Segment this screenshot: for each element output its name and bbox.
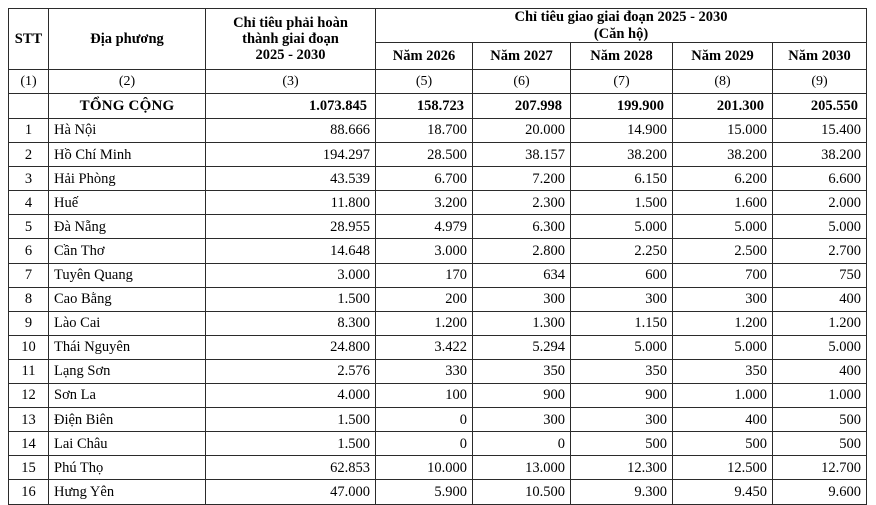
row-stt: 10 bbox=[9, 335, 49, 359]
table-body bbox=[9, 70, 867, 119]
row-year-2029: 500 bbox=[673, 432, 773, 456]
table-row bbox=[9, 215, 867, 239]
row-year-2027: 900 bbox=[473, 384, 571, 408]
row-locality: Cần Thơ bbox=[49, 239, 206, 263]
header-required-target-line1: Chỉ tiêu phải hoàn bbox=[233, 14, 348, 31]
table-row bbox=[9, 408, 867, 432]
row-stt: 3 bbox=[9, 167, 49, 191]
column-number-6: (6) bbox=[473, 70, 571, 94]
row-year-2028: 38.200 bbox=[571, 143, 673, 167]
row-required: 1.500 bbox=[206, 287, 376, 311]
row-locality: Lai Châu bbox=[49, 432, 206, 456]
row-year-2026: 100 bbox=[376, 384, 473, 408]
row-year-2028: 9.300 bbox=[571, 480, 673, 504]
row-year-2029: 5.000 bbox=[673, 335, 773, 359]
total-row-label: TỔNG CỘNG bbox=[49, 94, 206, 119]
row-year-2026: 200 bbox=[376, 287, 473, 311]
total-row-year-2026: 158.723 bbox=[376, 94, 473, 119]
table-row bbox=[9, 191, 867, 215]
row-year-2030: 6.600 bbox=[773, 167, 867, 191]
table-row bbox=[9, 359, 867, 383]
row-year-2026: 10.000 bbox=[376, 456, 473, 480]
header-required-target-line3: 2025 - 2030 bbox=[255, 47, 326, 64]
total-row-year-2030: 205.550 bbox=[773, 94, 867, 119]
header-stt: STT bbox=[9, 9, 49, 70]
row-stt: 11 bbox=[9, 359, 49, 383]
row-year-2026: 170 bbox=[376, 263, 473, 287]
row-year-2029: 400 bbox=[673, 408, 773, 432]
header-required-target-line2: thành giai đoạn bbox=[242, 30, 339, 47]
row-year-2030: 9.600 bbox=[773, 480, 867, 504]
row-required: 24.800 bbox=[206, 335, 376, 359]
header-assigned-target-line1: Chỉ tiêu giao giai đoạn 2025 - 2030 bbox=[514, 9, 728, 26]
total-row-required: 1.073.845 bbox=[206, 94, 376, 119]
row-year-2028: 500 bbox=[571, 432, 673, 456]
row-year-2026: 28.500 bbox=[376, 143, 473, 167]
row-year-2027: 300 bbox=[473, 408, 571, 432]
row-locality: Sơn La bbox=[49, 384, 206, 408]
row-year-2028: 14.900 bbox=[571, 119, 673, 143]
column-number-row bbox=[9, 70, 867, 94]
table-row bbox=[9, 119, 867, 143]
row-year-2026: 5.900 bbox=[376, 480, 473, 504]
row-locality: Hưng Yên bbox=[49, 480, 206, 504]
row-stt: 1 bbox=[9, 119, 49, 143]
row-year-2028: 300 bbox=[571, 408, 673, 432]
row-locality: Lạng Sơn bbox=[49, 359, 206, 383]
total-row bbox=[9, 94, 867, 119]
row-year-2027: 13.000 bbox=[473, 456, 571, 480]
row-stt: 6 bbox=[9, 239, 49, 263]
row-locality: Hải Phòng bbox=[49, 167, 206, 191]
row-year-2028: 5.000 bbox=[571, 335, 673, 359]
row-year-2027: 2.800 bbox=[473, 239, 571, 263]
row-required: 88.666 bbox=[206, 119, 376, 143]
row-locality: Hồ Chí Minh bbox=[49, 143, 206, 167]
row-year-2026: 18.700 bbox=[376, 119, 473, 143]
row-year-2029: 1.600 bbox=[673, 191, 773, 215]
row-year-2027: 20.000 bbox=[473, 119, 571, 143]
row-required: 43.539 bbox=[206, 167, 376, 191]
row-year-2030: 15.400 bbox=[773, 119, 867, 143]
row-year-2028: 12.300 bbox=[571, 456, 673, 480]
row-year-2026: 330 bbox=[376, 359, 473, 383]
row-year-2029: 1.000 bbox=[673, 384, 773, 408]
row-locality: Huế bbox=[49, 191, 206, 215]
row-year-2029: 15.000 bbox=[673, 119, 773, 143]
row-required: 11.800 bbox=[206, 191, 376, 215]
row-year-2027: 10.500 bbox=[473, 480, 571, 504]
row-year-2026: 6.700 bbox=[376, 167, 473, 191]
row-year-2029: 6.200 bbox=[673, 167, 773, 191]
row-stt: 12 bbox=[9, 384, 49, 408]
table-container bbox=[8, 8, 866, 500]
row-year-2029: 38.200 bbox=[673, 143, 773, 167]
row-year-2029: 700 bbox=[673, 263, 773, 287]
row-required: 14.648 bbox=[206, 239, 376, 263]
header-assigned-target-line2: (Căn hộ) bbox=[593, 25, 649, 42]
row-year-2029: 2.500 bbox=[673, 239, 773, 263]
table-header bbox=[9, 9, 867, 70]
row-locality: Phú Thọ bbox=[49, 456, 206, 480]
table-row bbox=[9, 143, 867, 167]
row-required: 3.000 bbox=[206, 263, 376, 287]
row-year-2030: 400 bbox=[773, 287, 867, 311]
row-year-2030: 2.000 bbox=[773, 191, 867, 215]
row-year-2026: 3.422 bbox=[376, 335, 473, 359]
total-row-year-2028: 199.900 bbox=[571, 94, 673, 119]
column-number-8: (8) bbox=[673, 70, 773, 94]
row-stt: 13 bbox=[9, 408, 49, 432]
column-number-3: (3) bbox=[206, 70, 376, 94]
row-year-2027: 7.200 bbox=[473, 167, 571, 191]
header-year-2028: Năm 2028 bbox=[571, 43, 673, 70]
row-year-2029: 1.200 bbox=[673, 311, 773, 335]
row-year-2030: 1.200 bbox=[773, 311, 867, 335]
row-year-2026: 0 bbox=[376, 432, 473, 456]
header-row-main bbox=[9, 9, 867, 43]
row-year-2028: 1.500 bbox=[571, 191, 673, 215]
row-year-2028: 2.250 bbox=[571, 239, 673, 263]
header-year-2026: Năm 2026 bbox=[376, 43, 473, 70]
table-row bbox=[9, 384, 867, 408]
row-locality: Lào Cai bbox=[49, 311, 206, 335]
row-year-2030: 2.700 bbox=[773, 239, 867, 263]
row-year-2030: 500 bbox=[773, 432, 867, 456]
row-required: 62.853 bbox=[206, 456, 376, 480]
row-year-2030: 38.200 bbox=[773, 143, 867, 167]
row-stt: 16 bbox=[9, 480, 49, 504]
table-row bbox=[9, 335, 867, 359]
row-year-2026: 0 bbox=[376, 408, 473, 432]
row-year-2028: 1.150 bbox=[571, 311, 673, 335]
row-year-2026: 4.979 bbox=[376, 215, 473, 239]
row-year-2027: 0 bbox=[473, 432, 571, 456]
row-year-2030: 12.700 bbox=[773, 456, 867, 480]
total-row-stt bbox=[9, 94, 49, 119]
header-locality: Địa phương bbox=[49, 9, 206, 70]
row-year-2029: 5.000 bbox=[673, 215, 773, 239]
table-row bbox=[9, 311, 867, 335]
row-required: 1.500 bbox=[206, 432, 376, 456]
housing-targets-table bbox=[8, 8, 867, 505]
row-required: 2.576 bbox=[206, 359, 376, 383]
row-year-2029: 9.450 bbox=[673, 480, 773, 504]
row-year-2028: 6.150 bbox=[571, 167, 673, 191]
row-required: 1.500 bbox=[206, 408, 376, 432]
header-required-target bbox=[206, 9, 376, 70]
total-row-year-2029: 201.300 bbox=[673, 94, 773, 119]
column-number-9: (9) bbox=[773, 70, 867, 94]
row-year-2030: 750 bbox=[773, 263, 867, 287]
row-year-2026: 3.200 bbox=[376, 191, 473, 215]
row-stt: 7 bbox=[9, 263, 49, 287]
row-required: 8.300 bbox=[206, 311, 376, 335]
row-year-2027: 1.300 bbox=[473, 311, 571, 335]
row-locality: Điện Biên bbox=[49, 408, 206, 432]
row-year-2027: 38.157 bbox=[473, 143, 571, 167]
row-locality: Tuyên Quang bbox=[49, 263, 206, 287]
column-number-5: (5) bbox=[376, 70, 473, 94]
header-assigned-target bbox=[376, 9, 867, 43]
row-year-2030: 5.000 bbox=[773, 215, 867, 239]
row-locality: Thái Nguyên bbox=[49, 335, 206, 359]
row-year-2029: 300 bbox=[673, 287, 773, 311]
row-stt: 5 bbox=[9, 215, 49, 239]
row-year-2026: 1.200 bbox=[376, 311, 473, 335]
row-year-2028: 600 bbox=[571, 263, 673, 287]
table-row bbox=[9, 432, 867, 456]
row-stt: 8 bbox=[9, 287, 49, 311]
column-number-1: (1) bbox=[9, 70, 49, 94]
table-row bbox=[9, 287, 867, 311]
row-year-2028: 5.000 bbox=[571, 215, 673, 239]
header-year-2029: Năm 2029 bbox=[673, 43, 773, 70]
row-year-2027: 634 bbox=[473, 263, 571, 287]
column-number-7: (7) bbox=[571, 70, 673, 94]
table-row bbox=[9, 480, 867, 504]
row-year-2027: 300 bbox=[473, 287, 571, 311]
row-year-2028: 300 bbox=[571, 287, 673, 311]
row-required: 194.297 bbox=[206, 143, 376, 167]
row-year-2027: 6.300 bbox=[473, 215, 571, 239]
row-locality: Đà Nẵng bbox=[49, 215, 206, 239]
row-locality: Hà Nội bbox=[49, 119, 206, 143]
row-year-2027: 350 bbox=[473, 359, 571, 383]
row-year-2026: 3.000 bbox=[376, 239, 473, 263]
row-stt: 2 bbox=[9, 143, 49, 167]
row-year-2028: 900 bbox=[571, 384, 673, 408]
header-year-2030: Năm 2030 bbox=[773, 43, 867, 70]
row-year-2029: 350 bbox=[673, 359, 773, 383]
row-year-2030: 400 bbox=[773, 359, 867, 383]
row-year-2030: 1.000 bbox=[773, 384, 867, 408]
row-required: 28.955 bbox=[206, 215, 376, 239]
row-stt: 4 bbox=[9, 191, 49, 215]
row-year-2027: 5.294 bbox=[473, 335, 571, 359]
table-data-rows bbox=[9, 119, 867, 505]
header-year-2027: Năm 2027 bbox=[473, 43, 571, 70]
row-stt: 9 bbox=[9, 311, 49, 335]
row-year-2030: 500 bbox=[773, 408, 867, 432]
table-row bbox=[9, 167, 867, 191]
row-locality: Cao Bằng bbox=[49, 287, 206, 311]
row-stt: 15 bbox=[9, 456, 49, 480]
table-row bbox=[9, 456, 867, 480]
table-row bbox=[9, 239, 867, 263]
table-row bbox=[9, 263, 867, 287]
row-year-2029: 12.500 bbox=[673, 456, 773, 480]
row-required: 4.000 bbox=[206, 384, 376, 408]
total-row-year-2027: 207.998 bbox=[473, 94, 571, 119]
column-number-2: (2) bbox=[49, 70, 206, 94]
row-year-2028: 350 bbox=[571, 359, 673, 383]
row-year-2030: 5.000 bbox=[773, 335, 867, 359]
row-year-2027: 2.300 bbox=[473, 191, 571, 215]
row-stt: 14 bbox=[9, 432, 49, 456]
row-required: 47.000 bbox=[206, 480, 376, 504]
